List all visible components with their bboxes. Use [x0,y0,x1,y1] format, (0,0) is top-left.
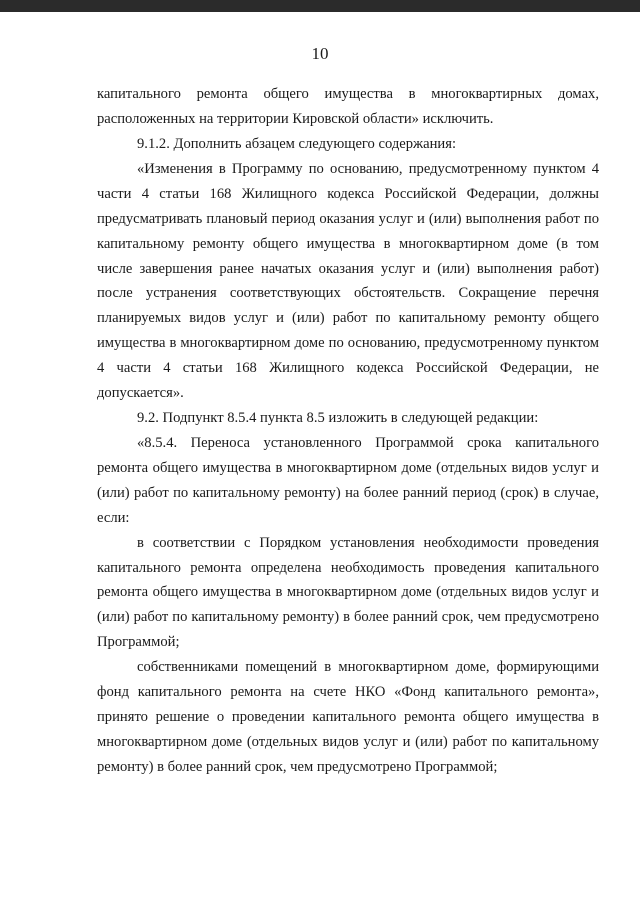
page-number: 10 [311,44,329,63]
paragraph: «Изменения в Программу по основанию, предусмотренному пунктом 4 части 4 статьи 168 Жилищного кодекса Российской Федерации, должны предусматривать плановый период оказания услуг и (или) выполнения работ по капитальному ремонту общего имущества в многоквартирном доме (в том числе завершения ранее начатых оказания услуг и (или) выполнения работ) после устранения соответствующих обстоятельств. Сокращение перечня планируемых видов услуг и (или) работ по капитальному ремонту общего имущества в многоквартирном доме по основанию, предусмотренному пунктом 4 части 4 статьи 168 Жилищного кодекса Российской Федерации, не допускается». [97,161,599,401]
paragraph: «8.5.4. Переноса установленного Программой срока капитального ремонта общего имущества в многоквартирном доме (отдельных видов услуг и (или) работ по капитальному ремонту) на более ранний период (срок) в случае, если: [97,435,599,526]
paragraph: собственниками помещений в многоквартирном доме, формирующими фонд капитального ремонта на счете НКО «Фонд капитального ремонта», принято решение о проведении капитального ремонта общего имущества в многоквартирном доме (отдельных видов услуг и (или) работ по капитальному ремонту) в более ранний срок, чем предусмотрено Программой; [97,659,599,775]
paragraph: капитального ремонта общего имущества в многоквартирных домах, расположенных на территории Кировской области» исключить. [97,86,599,127]
scan-top-border [0,0,640,12]
paragraph: в соответствии с Порядком установления необходимости проведения капитального ремонта определена необходимость проведения капитального ремонта общего имущества в многоквартирном доме (отдельных видов услуг и (или) работ по капитальному ремонту) в более ранний срок, чем предусмотрено Программой; [97,534,599,651]
paragraph: 9.1.2. Дополнить абзацем следующего содержания: [137,136,457,153]
document-body [97,82,599,779]
paragraph: 9.2. Подпункт 8.5.4 пункта 8.5 изложить в следующей редакции: [137,409,539,426]
